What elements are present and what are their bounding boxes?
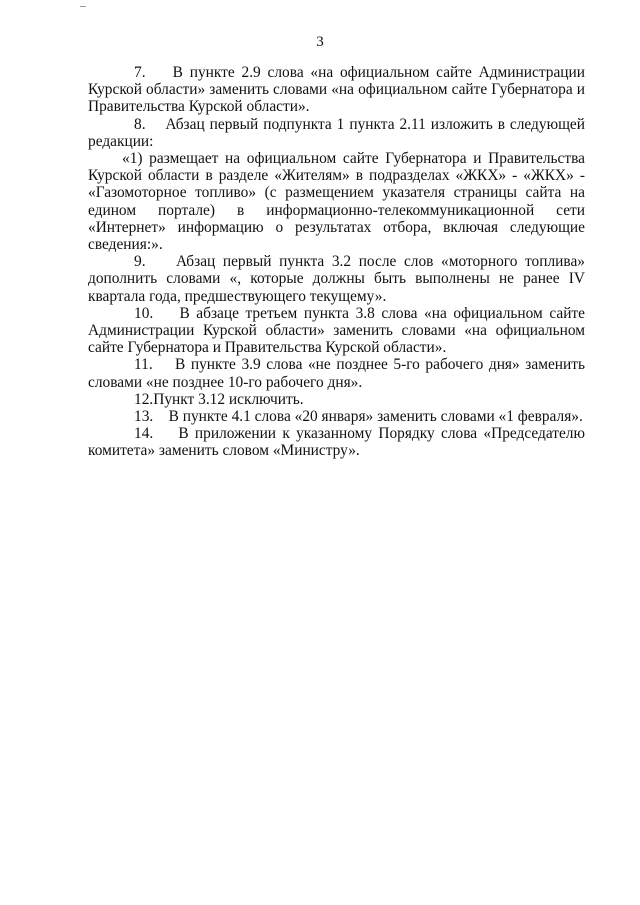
paragraph-item-9: 9. Абзац первый пункта 3.2 после слов «моторного топлива» дополнить словами «, которые должны быть выполнены не ранее IV квартала года, предшествующего текущему». [88,253,585,305]
document-body [88,64,585,460]
paragraph-item-12: 12.Пункт 3.12 исключить. [134,390,304,408]
paragraph-item-14: 14. В приложении к указанному Порядку слова «Председателю комитета» заменить словом «Министру». [88,425,585,460]
paragraph-quoted-redaction: «1) размещает на официальном сайте Губернатора и Правительства Курской области в разделе «Жителям» в подразделах «ЖКХ» - «ЖКХ» - «Газомоторное топливо» (с размещением указателя страницы сайта на едином портале) в информационно-телекоммуникационной сети «Интернет» информацию о результатах отбора, включая следующие сведения:». [88,150,585,254]
paragraph-item-7: 7. В пункте 2.9 слова «на официальном сайте Администрации Курской области» заменить словами «на официальном сайте Губернатора и Правительства Курской области». [88,64,585,116]
paragraph-item-8: 8. Абзац первый подпункта 1 пункта 2.11 изложить в следующей редакции: [88,115,585,150]
page-number: 3 [316,34,324,50]
paragraph-item-13: 13. В пункте 4.1 слова «20 января» заменить словами «1 февраля». [134,408,583,426]
scan-mark [80,6,86,7]
paragraph-item-11: 11. В пункте 3.9 слова «не позднее 5-го рабочего дня» заменить словами «не позднее 10-го рабочего дня». [88,356,585,391]
paragraph-item-10: 10. В абзаце третьем пункта 3.8 слова «на официальном сайте Администрации Курской области» заменить словами «на официальном сайте Губернатора и Правительства Курской области». [88,304,585,357]
